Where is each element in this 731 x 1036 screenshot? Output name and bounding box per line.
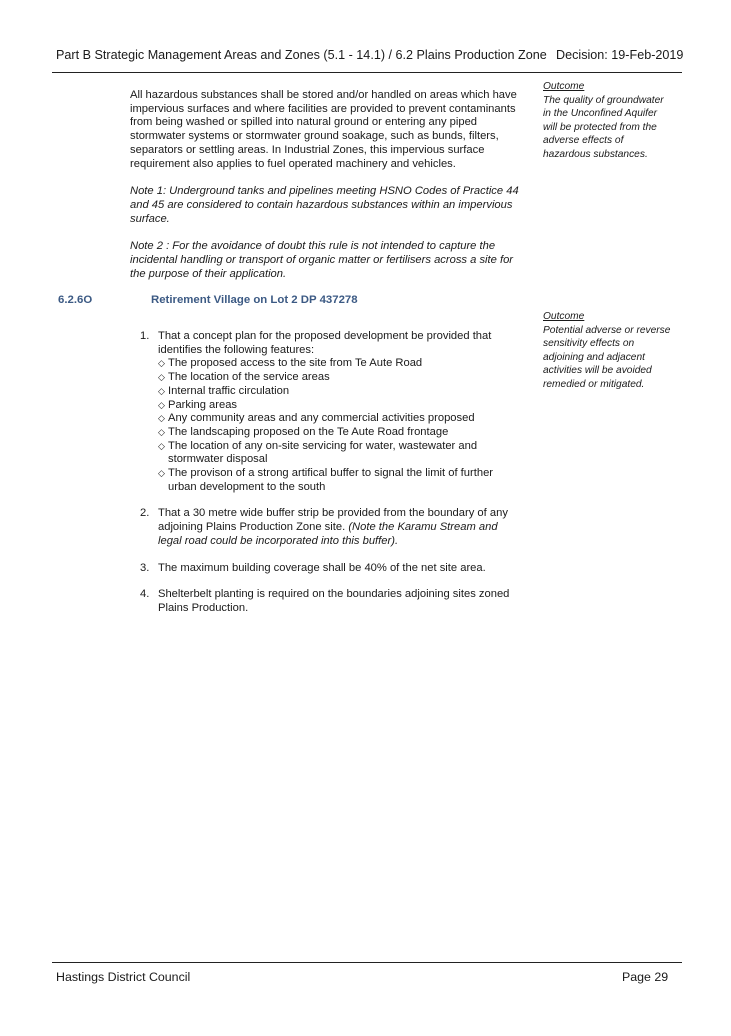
feature-item: ◇ Parking areas bbox=[158, 398, 238, 411]
section-outcome bbox=[543, 310, 675, 392]
bullet-diamond-icon: ◇ bbox=[158, 358, 165, 369]
feature-item: ◇ The landscaping proposed on the Te Aute Road frontage bbox=[158, 425, 449, 438]
condition-number: 1. bbox=[140, 330, 150, 342]
footer-rule bbox=[52, 962, 682, 963]
bullet-diamond-icon: ◇ bbox=[158, 468, 165, 479]
condition-item-1 bbox=[140, 330, 512, 494]
condition-item-4 bbox=[140, 588, 512, 615]
header-title: Part B Strategic Management Areas and Zones (5.1 - 14.1) / 6.2 Plains Production Zone bbox=[56, 48, 547, 62]
section-outcome-text: Potential adverse or reverse sensitivity effects on adjoining and adjacent activities will be avoided remedied or mitigated. bbox=[543, 324, 671, 390]
feature-item: ◇ The proposed access to the site from Te Aute Road bbox=[158, 357, 423, 370]
condition-item-3 bbox=[140, 562, 512, 576]
feature-item: ◇ Any community areas and any commercial activities proposed bbox=[158, 412, 475, 425]
footer-org: Hastings District Council bbox=[56, 970, 191, 984]
section-outcome-label: Outcome bbox=[543, 311, 585, 322]
bullet-diamond-icon: ◇ bbox=[158, 440, 165, 451]
condition-text: That a concept plan for the proposed development be provided that identifies the following features: bbox=[158, 330, 492, 356]
condition-text: That a 30 metre wide buffer strip be provided from the boundary of any adjoining Plains Production Zone site. bbox=[158, 507, 508, 534]
header-decision: Decision: 19-Feb-2019 bbox=[556, 48, 684, 62]
hazardous-note-2: Note 2 : For the avoidance of doubt this rule is not intended to capture the incidental handling or transport of organic matter or fertilisers across a site for the purpose of their application. bbox=[130, 240, 514, 280]
condition-text: Shelterbelt planting is required on the boundaries adjoining sites zoned Plains Production. bbox=[158, 588, 510, 614]
rule-hazardous-body bbox=[130, 89, 522, 281]
hazardous-note-1: Note 1: Underground tanks and pipelines meeting HSNO Codes of Practice 44 and 45 are considered to contain hazardous substances within an impervious surface. bbox=[130, 185, 519, 225]
footer-page: Page 29 bbox=[622, 970, 669, 984]
feature-item: ◇ Internal traffic circulation bbox=[158, 384, 290, 397]
condition-number: 2. bbox=[140, 507, 150, 520]
bullet-diamond-icon: ◇ bbox=[158, 426, 165, 437]
feature-item: ◇ The location of any on-site servicing for water, wastewater and stormwater disposal bbox=[158, 439, 478, 466]
section-conditions bbox=[140, 330, 512, 629]
condition-item-2 bbox=[140, 507, 512, 548]
section-title: Retirement Village on Lot 2 DP 437278 bbox=[151, 294, 358, 306]
hazardous-outcome-text: The quality of groundwater in the Unconfined Aquifer will be protected from the adverse effects of hazardous substances. bbox=[543, 94, 664, 160]
hazardous-paragraph: All hazardous substances shall be stored and/or handled on areas which have impervious surfaces and where facilities are provided to prevent contaminants from being washed or spilled into natural ground or entering any piped stormwater systems or stormwater ground soakage, such as bunds, filters, separators or settling areas. In Industrial Zones, this impervious surface requirement also applies to fuel operated machinery and vehicles. bbox=[130, 89, 517, 170]
feature-list bbox=[158, 357, 512, 494]
bullet-diamond-icon: ◇ bbox=[158, 399, 165, 410]
feature-item: ◇ The provison of a strong artifical buffer to signal the limit of further urban development to the south bbox=[158, 467, 494, 493]
condition-text: The maximum building coverage shall be 40% of the net site area. bbox=[158, 561, 486, 574]
hazardous-outcome-label: Outcome bbox=[543, 81, 585, 92]
condition-number: 3. bbox=[140, 561, 150, 574]
condition-note: (Note the Karamu Stream and legal road could be incorporated into this buffer). bbox=[158, 521, 498, 547]
hazardous-outcome bbox=[543, 80, 673, 162]
bullet-diamond-icon: ◇ bbox=[158, 372, 165, 383]
bullet-diamond-icon: ◇ bbox=[158, 385, 165, 396]
header-rule bbox=[52, 72, 682, 73]
feature-item: ◇ The location of the service areas bbox=[158, 371, 330, 384]
condition-number: 4. bbox=[140, 588, 150, 601]
conditions-list bbox=[140, 330, 512, 616]
section-number: 6.2.6O bbox=[58, 294, 93, 306]
bullet-diamond-icon: ◇ bbox=[158, 413, 165, 424]
